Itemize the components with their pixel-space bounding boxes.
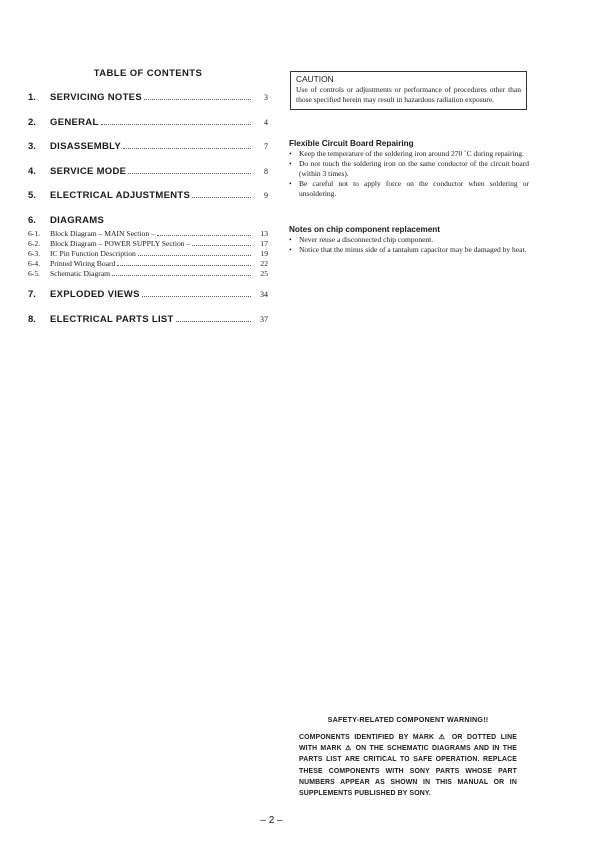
- toc-entry-number: 7.: [28, 288, 36, 300]
- toc-entry-page: 9: [264, 191, 268, 201]
- toc-entry[interactable]: [28, 92, 268, 103]
- toc-subentry[interactable]: [28, 239, 268, 249]
- toc-subentry[interactable]: [28, 229, 268, 239]
- toc-entry-title: ELECTRICAL ADJUSTMENTS: [50, 190, 191, 202]
- dot-leader: [176, 320, 251, 322]
- dot-leader: [117, 264, 251, 266]
- toc-entry[interactable]: [28, 190, 268, 201]
- toc-subentry-number: 6-2.: [28, 238, 41, 248]
- toc-subentry-number: 6-5.: [28, 268, 41, 278]
- list-item-text: Keep the temperature of the soldering iron around 270 ˚C during repairing.: [299, 149, 524, 158]
- toc-entry-number: 8.: [28, 313, 36, 325]
- toc-entry[interactable]: [28, 289, 268, 300]
- toc-entry-number: 6.: [28, 214, 36, 226]
- toc-subentry-title: IC Pin Function Description: [50, 248, 136, 258]
- chip-notes-section: [289, 225, 529, 255]
- toc-subentry[interactable]: [28, 249, 268, 259]
- list-item-text: Do not touch the soldering iron on the same conductor of the circuit board (within 3 times).: [299, 159, 529, 178]
- toc-entry-number: 1.: [28, 92, 36, 103]
- toc-entry-page: 37: [260, 314, 268, 324]
- toc-entry-page: 4: [264, 117, 268, 127]
- bullet-list: [289, 235, 529, 255]
- section-title: Flexible Circuit Board Repairing: [289, 139, 414, 148]
- toc-entry-number: 3.: [28, 141, 36, 153]
- caution-box: [290, 71, 527, 110]
- toc-entry-number: 5.: [28, 190, 36, 202]
- caution-title: CAUTION: [296, 74, 334, 84]
- toc-subentry-number: 6-4.: [28, 258, 41, 268]
- toc-entry-number: 2.: [28, 116, 36, 128]
- toc-entry[interactable]: [28, 141, 268, 152]
- toc-section-diagrams[interactable]: [28, 215, 268, 226]
- list-item: [289, 235, 529, 245]
- dot-leader: [157, 234, 251, 236]
- list-item-text: Be careful not to apply force on the conductor when soldering or unsoldering.: [299, 179, 529, 198]
- safety-warning-title: SAFETY-RELATED COMPONENT WARNING!!: [327, 715, 489, 724]
- toc-entry-page: 34: [260, 289, 268, 299]
- dot-leader: [192, 244, 251, 246]
- toc-entry-title: DISASSEMBLY: [50, 141, 122, 153]
- bullet-icon: •: [289, 149, 292, 158]
- flex-repair-section: [289, 139, 529, 199]
- page-number: – 2 –: [260, 815, 283, 826]
- table-of-contents: [28, 68, 268, 338]
- toc-entry[interactable]: [28, 314, 268, 325]
- bullet-icon: •: [289, 179, 292, 188]
- toc-subentry[interactable]: [28, 269, 268, 279]
- toc-subentry-page: 17: [260, 238, 268, 248]
- dot-leader: [123, 147, 251, 149]
- bullet-icon: •: [289, 159, 292, 168]
- toc-title: TABLE OF CONTENTS: [93, 68, 203, 79]
- section-title: Notes on chip component replacement: [289, 225, 441, 234]
- bullet-list: [289, 149, 529, 199]
- toc-subentry-title: Block Diagram – MAIN Section –: [50, 228, 155, 238]
- toc-entry-title: SERVICING NOTES: [50, 92, 142, 103]
- bullet-icon: •: [289, 245, 292, 254]
- toc-entry-title: GENERAL: [50, 116, 99, 128]
- toc-entry-title: SERVICE MODE: [50, 165, 127, 177]
- list-item: [289, 159, 529, 179]
- toc-entry-title: DIAGRAMS: [50, 214, 105, 226]
- safety-warning: [299, 715, 517, 799]
- toc-subentry-title: Block Diagram – POWER SUPPLY Section –: [50, 238, 191, 248]
- toc-diagrams-list: [28, 229, 268, 279]
- toc-entry-title: EXPLODED VIEWS: [50, 288, 140, 300]
- dot-leader: [144, 98, 251, 100]
- toc-subentry-title: Schematic Diagram: [50, 268, 111, 278]
- toc-entry[interactable]: [28, 166, 268, 177]
- list-item: [289, 245, 529, 255]
- list-item-text: Never reuse a disconnected chip component.: [299, 235, 434, 244]
- toc-subentry-number: 6-3.: [28, 248, 41, 258]
- toc-subentry-page: 13: [260, 228, 268, 238]
- dot-leader: [138, 254, 251, 256]
- dot-leader: [192, 196, 251, 198]
- toc-subentry-number: 6-1.: [28, 228, 41, 238]
- toc-subentry-page: 19: [260, 248, 268, 258]
- toc-entry[interactable]: [28, 117, 268, 128]
- toc-entry-title: ELECTRICAL PARTS LIST: [50, 313, 174, 325]
- toc-subentry[interactable]: [28, 259, 268, 269]
- toc-subentry-title: Printed Wiring Board: [50, 258, 116, 268]
- caution-text: Use of controls or adjustments or performance of procedures other than those specified herein may result in hazardous radiation exposure.: [296, 85, 521, 104]
- toc-subentry-page: 22: [260, 258, 268, 268]
- safety-warning-body: COMPONENTS IDENTIFIED BY MARK ⚠ OR DOTTED LINE WITH MARK ⚠ ON THE SCHEMATIC DIAGRAMS AND IN THE PARTS LIST ARE CRITICAL TO SAFE OPERATION. REPLACE THESE COMPONENTS WITH SONY PARTS WHOSE PART NUMBERS APPEAR AS SHOWN IN THIS MANUAL OR IN SUPPLEMENTS PUBLISHED BY SONY.: [299, 734, 517, 798]
- toc-entry-page: 7: [264, 142, 268, 152]
- toc-entry-number: 4.: [28, 165, 36, 177]
- toc-entry-page: 3: [264, 93, 268, 102]
- dot-leader: [128, 172, 251, 174]
- dot-leader: [142, 295, 251, 297]
- list-item: [289, 179, 529, 199]
- bullet-icon: •: [289, 235, 292, 244]
- list-item: [289, 149, 529, 159]
- toc-subentry-page: 25: [260, 268, 268, 278]
- toc-entry-page: 8: [264, 166, 268, 176]
- list-item-text: Notice that the minus side of a tantalum capacitor may be damaged by heat.: [299, 245, 527, 254]
- dot-leader: [101, 123, 251, 125]
- dot-leader: [112, 274, 251, 276]
